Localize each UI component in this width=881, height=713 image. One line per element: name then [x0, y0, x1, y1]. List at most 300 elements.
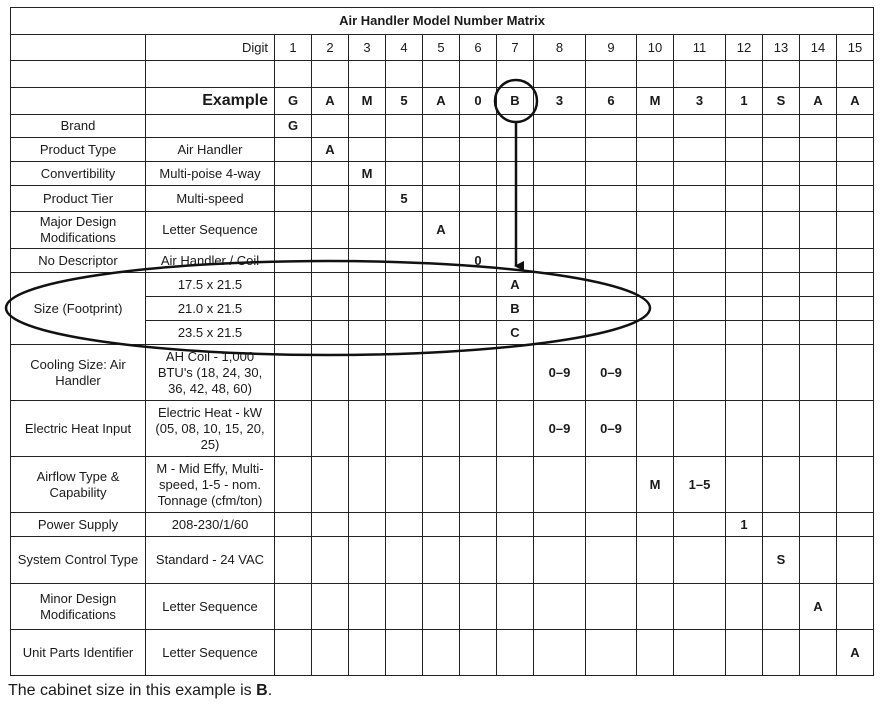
empty-cell	[460, 297, 497, 321]
digit-header: 3	[349, 35, 386, 61]
empty-cell	[460, 537, 497, 584]
row-label: Unit Parts Identifier	[11, 630, 146, 676]
empty-cell	[637, 537, 674, 584]
empty-cell	[586, 162, 637, 186]
example-digit: A	[312, 88, 349, 115]
row-label: Power Supply	[11, 513, 146, 537]
empty-cell	[312, 186, 349, 212]
empty-cell	[312, 537, 349, 584]
empty-cell	[534, 297, 586, 321]
empty-cell	[726, 273, 763, 297]
empty-cell	[837, 513, 874, 537]
matrix-value: B	[497, 297, 534, 321]
table-row	[11, 401, 874, 457]
empty-cell	[800, 321, 837, 345]
empty-cell	[763, 321, 800, 345]
empty-cell	[726, 401, 763, 457]
row-label: No Descriptor	[11, 249, 146, 273]
empty-cell	[674, 630, 726, 676]
row-description: Letter Sequence	[146, 212, 275, 249]
empty-cell	[386, 249, 423, 273]
empty-cell	[637, 249, 674, 273]
empty-cell	[534, 115, 586, 138]
matrix-value: A	[312, 138, 349, 162]
empty-cell	[497, 186, 534, 212]
empty-cell	[763, 138, 800, 162]
empty-cell	[763, 297, 800, 321]
row-description: 21.0 x 21.5	[146, 297, 275, 321]
example-digit: 3	[534, 88, 586, 115]
empty-cell	[386, 138, 423, 162]
empty-cell	[837, 401, 874, 457]
empty-cell	[534, 457, 586, 513]
empty-cell	[837, 186, 874, 212]
blank-cell	[726, 61, 763, 88]
empty-cell	[275, 297, 312, 321]
empty-cell	[349, 249, 386, 273]
row-label: Size (Footprint)	[11, 273, 146, 345]
digit-header: 4	[386, 35, 423, 61]
empty-cell	[423, 457, 460, 513]
blank-cell	[497, 61, 534, 88]
matrix-value: A	[497, 273, 534, 297]
matrix-value: M	[349, 162, 386, 186]
empty-cell	[586, 321, 637, 345]
empty-cell	[386, 345, 423, 401]
model-number-matrix	[10, 7, 874, 676]
empty-cell	[534, 138, 586, 162]
empty-cell	[386, 401, 423, 457]
empty-cell	[534, 537, 586, 584]
matrix-value: 0	[460, 249, 497, 273]
empty-cell	[586, 297, 637, 321]
empty-cell	[674, 345, 726, 401]
empty-cell	[497, 115, 534, 138]
matrix-value: C	[497, 321, 534, 345]
example-digit: M	[349, 88, 386, 115]
empty-cell	[763, 401, 800, 457]
empty-cell	[674, 321, 726, 345]
matrix-table	[10, 7, 874, 676]
digit-label: Digit	[146, 35, 275, 61]
empty-cell	[800, 273, 837, 297]
empty-cell	[423, 138, 460, 162]
empty-cell	[386, 537, 423, 584]
empty-cell	[460, 212, 497, 249]
empty-cell	[800, 537, 837, 584]
empty-cell	[586, 249, 637, 273]
empty-cell	[763, 115, 800, 138]
empty-cell	[763, 584, 800, 630]
empty-cell	[726, 457, 763, 513]
empty-cell	[497, 138, 534, 162]
empty-cell	[312, 115, 349, 138]
blank-cell	[586, 61, 637, 88]
row-description: 23.5 x 21.5	[146, 321, 275, 345]
empty-cell	[534, 513, 586, 537]
empty-cell	[534, 321, 586, 345]
empty-cell	[460, 513, 497, 537]
empty-cell	[637, 513, 674, 537]
empty-cell	[312, 457, 349, 513]
empty-cell	[637, 630, 674, 676]
caption-end: .	[267, 682, 273, 699]
empty-cell	[837, 162, 874, 186]
empty-cell	[763, 273, 800, 297]
empty-cell	[275, 212, 312, 249]
empty-cell	[386, 115, 423, 138]
empty-cell	[763, 457, 800, 513]
empty-cell	[637, 212, 674, 249]
table-row	[11, 162, 874, 186]
example-label: Example	[146, 88, 275, 115]
digit-header: 14	[800, 35, 837, 61]
empty-cell	[312, 162, 349, 186]
example-digit: 0	[460, 88, 497, 115]
table-row	[11, 138, 874, 162]
blank-cell	[275, 61, 312, 88]
row-description: Multi-poise 4-way	[146, 162, 275, 186]
empty-cell	[349, 273, 386, 297]
digit-header: 15	[837, 35, 874, 61]
empty-cell	[674, 138, 726, 162]
blank-cell	[386, 61, 423, 88]
matrix-value: S	[763, 537, 800, 584]
matrix-value: 1	[726, 513, 763, 537]
row-description: Letter Sequence	[146, 630, 275, 676]
empty-cell	[763, 630, 800, 676]
empty-cell	[460, 186, 497, 212]
empty-cell	[800, 212, 837, 249]
empty-cell	[726, 584, 763, 630]
empty-cell	[800, 513, 837, 537]
empty-cell	[423, 162, 460, 186]
example-digit: A	[423, 88, 460, 115]
empty-cell	[460, 584, 497, 630]
empty-cell	[586, 138, 637, 162]
empty-cell	[386, 584, 423, 630]
empty-cell	[800, 297, 837, 321]
empty-cell	[423, 345, 460, 401]
row-description: AH Coil - 1,000 BTU's (18, 24, 30, 36, 42, 48, 60)	[146, 345, 275, 401]
empty-cell	[763, 249, 800, 273]
empty-cell	[637, 115, 674, 138]
empty-cell	[837, 584, 874, 630]
example-digit: 5	[386, 88, 423, 115]
digit-header: 13	[763, 35, 800, 61]
table-row	[11, 186, 874, 212]
empty-cell	[497, 513, 534, 537]
empty-cell	[726, 138, 763, 162]
empty-cell	[497, 249, 534, 273]
caption-highlight: B	[256, 682, 268, 699]
empty-cell	[349, 297, 386, 321]
empty-cell	[800, 249, 837, 273]
empty-cell	[800, 630, 837, 676]
empty-cell	[586, 584, 637, 630]
empty-cell	[586, 186, 637, 212]
empty-cell	[637, 345, 674, 401]
digit-header: 9	[586, 35, 637, 61]
empty-cell	[674, 537, 726, 584]
empty-cell	[763, 162, 800, 186]
matrix-value: 5	[386, 186, 423, 212]
digit-header: 6	[460, 35, 497, 61]
empty-cell	[534, 212, 586, 249]
empty-cell	[674, 186, 726, 212]
empty-cell	[800, 138, 837, 162]
row-description: Standard - 24 VAC	[146, 537, 275, 584]
empty-cell	[460, 273, 497, 297]
digit-header: 11	[674, 35, 726, 61]
empty-cell	[837, 457, 874, 513]
empty-cell	[534, 249, 586, 273]
empty-cell	[460, 630, 497, 676]
empty-cell	[423, 186, 460, 212]
caption-text: The cabinet size in this example is	[8, 682, 257, 699]
row-label: System Control Type	[11, 537, 146, 584]
empty-cell	[349, 115, 386, 138]
empty-cell	[349, 345, 386, 401]
digit-header: 5	[423, 35, 460, 61]
row-label: Electric Heat Input	[11, 401, 146, 457]
empty-cell	[312, 345, 349, 401]
example-digit: 1	[726, 88, 763, 115]
row-label: Brand	[11, 115, 146, 138]
empty-cell	[586, 212, 637, 249]
row-description: Electric Heat - kW (05, 08, 10, 15, 20, 25)	[146, 401, 275, 457]
empty-cell	[637, 273, 674, 297]
empty-cell	[460, 345, 497, 401]
blank-cell	[11, 35, 146, 61]
example-digit: 3	[674, 88, 726, 115]
empty-cell	[637, 162, 674, 186]
table-row	[11, 212, 874, 249]
empty-cell	[534, 584, 586, 630]
empty-cell	[674, 162, 726, 186]
empty-cell	[386, 297, 423, 321]
table-row	[11, 115, 874, 138]
row-label: Airflow Type & Capability	[11, 457, 146, 513]
matrix-value: A	[423, 212, 460, 249]
empty-cell	[423, 537, 460, 584]
empty-cell	[386, 212, 423, 249]
empty-cell	[386, 321, 423, 345]
blank-cell	[460, 61, 497, 88]
empty-cell	[423, 584, 460, 630]
empty-cell	[312, 584, 349, 630]
empty-cell	[674, 273, 726, 297]
empty-cell	[534, 273, 586, 297]
empty-cell	[800, 345, 837, 401]
empty-cell	[637, 138, 674, 162]
row-label: Product Tier	[11, 186, 146, 212]
empty-cell	[349, 212, 386, 249]
empty-cell	[460, 321, 497, 345]
empty-cell	[423, 321, 460, 345]
example-digit: S	[763, 88, 800, 115]
empty-cell	[460, 138, 497, 162]
blank-cell	[800, 61, 837, 88]
empty-cell	[534, 186, 586, 212]
row-label: Product Type	[11, 138, 146, 162]
row-description: Air Handler	[146, 138, 275, 162]
blank-cell	[534, 61, 586, 88]
empty-cell	[763, 513, 800, 537]
digit-header: 12	[726, 35, 763, 61]
empty-cell	[586, 457, 637, 513]
empty-cell	[763, 212, 800, 249]
digit-header: 8	[534, 35, 586, 61]
empty-cell	[312, 321, 349, 345]
empty-cell	[497, 401, 534, 457]
row-description: Letter Sequence	[146, 584, 275, 630]
row-description: Multi-speed	[146, 186, 275, 212]
example-digit: 6	[586, 88, 637, 115]
row-label: Minor Design Modifications	[11, 584, 146, 630]
example-digit: M	[637, 88, 674, 115]
digit-header: 10	[637, 35, 674, 61]
empty-cell	[837, 212, 874, 249]
empty-cell	[726, 162, 763, 186]
empty-cell	[275, 249, 312, 273]
table-row	[11, 273, 874, 297]
empty-cell	[349, 513, 386, 537]
row-description: 17.5 x 21.5	[146, 273, 275, 297]
empty-cell	[275, 401, 312, 457]
empty-cell	[800, 115, 837, 138]
blank-cell	[312, 61, 349, 88]
empty-cell	[674, 249, 726, 273]
empty-cell	[386, 273, 423, 297]
empty-cell	[349, 457, 386, 513]
matrix-value: 0–9	[586, 401, 637, 457]
blank-cell	[146, 61, 275, 88]
empty-cell	[349, 401, 386, 457]
table-row	[11, 345, 874, 401]
example-digit: A	[837, 88, 874, 115]
caption	[8, 682, 272, 700]
empty-cell	[349, 321, 386, 345]
blank-cell	[11, 61, 146, 88]
empty-cell	[312, 630, 349, 676]
row-description: Air Handler / Coil	[146, 249, 275, 273]
empty-cell	[275, 457, 312, 513]
empty-cell	[800, 401, 837, 457]
blank-cell	[674, 61, 726, 88]
row-description: 208-230/1/60	[146, 513, 275, 537]
empty-cell	[275, 345, 312, 401]
empty-cell	[275, 537, 312, 584]
empty-cell	[349, 138, 386, 162]
empty-cell	[497, 345, 534, 401]
empty-cell	[534, 630, 586, 676]
empty-cell	[497, 212, 534, 249]
empty-cell	[349, 537, 386, 584]
empty-cell	[586, 273, 637, 297]
row-label: Cooling Size: Air Handler	[11, 345, 146, 401]
empty-cell	[586, 513, 637, 537]
table-row	[11, 249, 874, 273]
digit-header: 7	[497, 35, 534, 61]
empty-cell	[423, 115, 460, 138]
empty-cell	[534, 162, 586, 186]
empty-cell	[497, 537, 534, 584]
empty-cell	[674, 297, 726, 321]
blank-cell	[349, 61, 386, 88]
empty-cell	[312, 249, 349, 273]
empty-cell	[460, 162, 497, 186]
empty-cell	[837, 273, 874, 297]
empty-cell	[586, 115, 637, 138]
table-row	[11, 584, 874, 630]
row-description: M - Mid Effy, Multi-speed, 1-5 - nom. Tonnage (cfm/ton)	[146, 457, 275, 513]
empty-cell	[386, 630, 423, 676]
empty-cell	[586, 537, 637, 584]
empty-cell	[674, 584, 726, 630]
blank-cell	[423, 61, 460, 88]
matrix-value: M	[637, 457, 674, 513]
example-digit: A	[800, 88, 837, 115]
empty-cell	[386, 162, 423, 186]
empty-cell	[275, 138, 312, 162]
empty-cell	[637, 297, 674, 321]
empty-cell	[837, 297, 874, 321]
empty-cell	[423, 249, 460, 273]
digit-header: 2	[312, 35, 349, 61]
empty-cell	[837, 138, 874, 162]
matrix-value: A	[800, 584, 837, 630]
empty-cell	[423, 273, 460, 297]
empty-cell	[423, 513, 460, 537]
empty-cell	[800, 457, 837, 513]
matrix-value: 1–5	[674, 457, 726, 513]
empty-cell	[674, 212, 726, 249]
row-description	[146, 115, 275, 138]
blank-cell	[11, 88, 146, 115]
empty-cell	[637, 321, 674, 345]
table-row	[11, 630, 874, 676]
example-digit: G	[275, 88, 312, 115]
empty-cell	[312, 297, 349, 321]
empty-cell	[275, 584, 312, 630]
empty-cell	[275, 273, 312, 297]
empty-cell	[349, 186, 386, 212]
empty-cell	[460, 115, 497, 138]
table-title: Air Handler Model Number Matrix	[11, 8, 874, 35]
table-row	[11, 457, 874, 513]
empty-cell	[275, 321, 312, 345]
empty-cell	[423, 297, 460, 321]
empty-cell	[497, 584, 534, 630]
empty-cell	[674, 513, 726, 537]
empty-cell	[637, 401, 674, 457]
empty-cell	[763, 345, 800, 401]
empty-cell	[726, 630, 763, 676]
example-digit: B	[497, 88, 534, 115]
blank-cell	[837, 61, 874, 88]
empty-cell	[726, 186, 763, 212]
empty-cell	[386, 513, 423, 537]
matrix-body	[11, 8, 874, 676]
empty-cell	[726, 537, 763, 584]
row-label: Major Design Modifications	[11, 212, 146, 249]
empty-cell	[275, 630, 312, 676]
empty-cell	[312, 513, 349, 537]
empty-cell	[726, 321, 763, 345]
empty-cell	[386, 457, 423, 513]
empty-cell	[275, 513, 312, 537]
